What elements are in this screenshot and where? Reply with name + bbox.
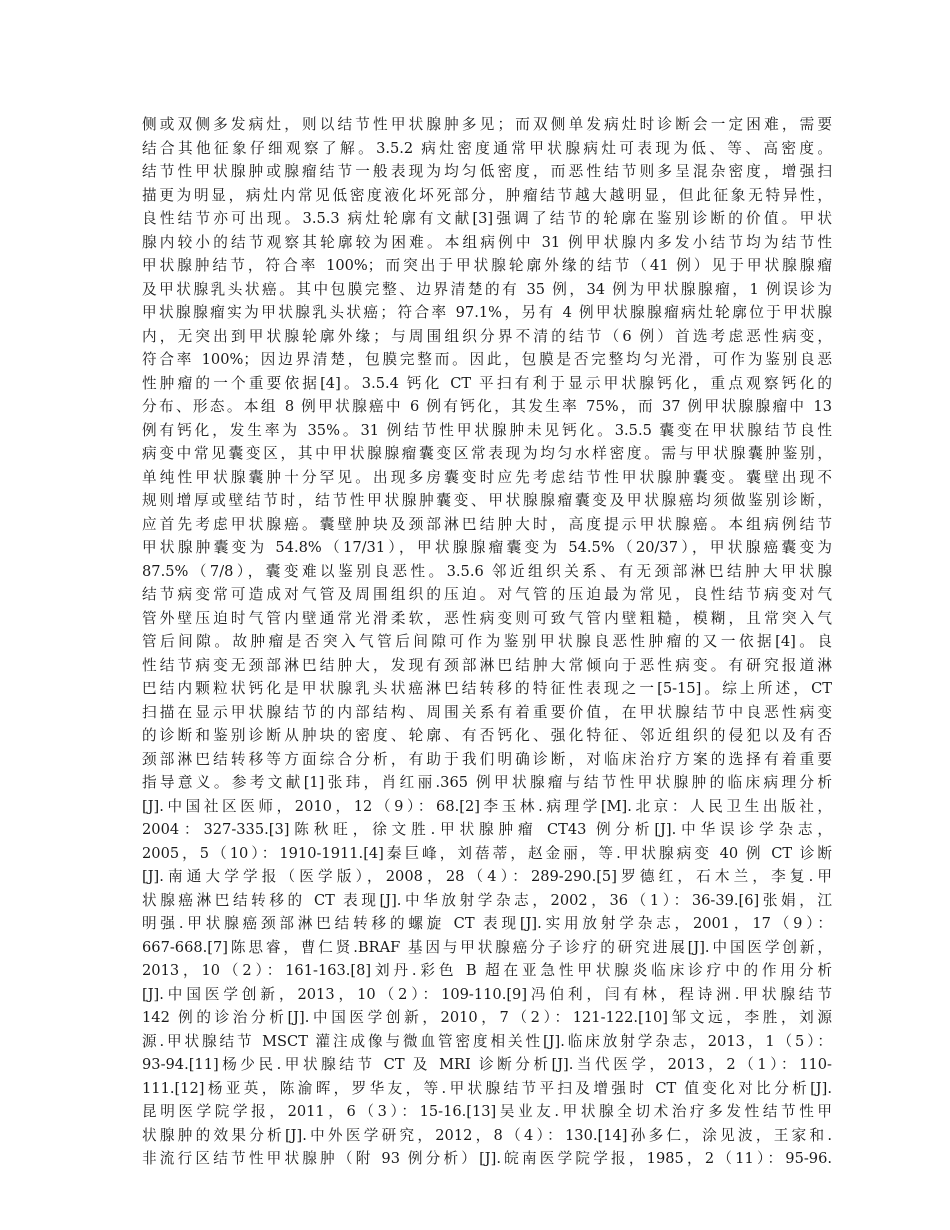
text-line: 描更为明显，病灶内常见低密度液化坏死部分，肿瘤结节越大越明显，但此征象无特异性， bbox=[142, 186, 832, 204]
text-line: 管后间隙。故肿瘤是否突入气管后间隙可作为鉴别甲状腺良恶性肿瘤的又一依据[4]。良 bbox=[142, 633, 832, 650]
text-line: 侧或双侧多发病灶，则以结节性甲状腺肿多见；而双侧单发病灶时诊断会一定困难，需要 bbox=[142, 116, 832, 133]
text-line: 甲状腺肿结节，符合率 100%；而突出于甲状腺轮廓外缘的结节（41 例）见于甲状腺腺瘤 bbox=[142, 257, 832, 274]
text-line: 内，无突出到甲状腺轮廓外缘；与周围组织分界不清的结节（6 例）首选考虑恶性病变， bbox=[142, 327, 832, 345]
text-line: 巴结内颗粒状钙化是甲状腺乳头状癌淋巴结转移的特征性表现之一[5-15]。综上所述，CT bbox=[142, 680, 832, 697]
text-line: 扫描在显示甲状腺结节的内部结构、周围关系有着重要价值，在甲状腺结节中良恶性病变 bbox=[142, 703, 832, 721]
text-line: 2013，10（2）：161-163.[8]刘丹.彩色 B 超在亚急性甲状腺炎临床诊疗中的作用分析 bbox=[142, 962, 832, 979]
text-line: 应首先考虑甲状腺癌。囊壁肿块及颈部淋巴结肿大时，高度提示甲状腺癌。本组病例结节 bbox=[142, 515, 832, 533]
text-line: 结合其他征象仔细观察了解。3.5.2 病灶密度通常甲状腺病灶可表现为低、等、高密度。 bbox=[142, 139, 832, 157]
text-line: 及甲状腺乳头状癌。其中包膜完整、边界清楚的有 35 例，34 例为甲状腺腺瘤，1 例误诊为 bbox=[142, 280, 832, 298]
body-text bbox=[142, 113, 832, 1171]
text-line: 状腺癌淋巴结转移的 CT 表现[J].中华放射学杂志，2002，36（1）：36-39.[6]张娟，江 bbox=[142, 891, 832, 909]
text-line: 病变中常见囊变区，其中甲状腺腺瘤囊变区常表现为均匀水样密度。需与甲状腺囊肿鉴别， bbox=[142, 445, 832, 462]
text-line: 结节病变常可造成对气管及周围组织的压迫。对气管的压迫最为常见，良性结节病变对气 bbox=[142, 586, 832, 603]
text-line: 明强.甲状腺癌颈部淋巴结转移的螺旋 CT 表现[J].实用放射学杂志，2001，17（9）： bbox=[142, 915, 832, 932]
text-line: 规则增厚或壁结节时，结节性甲状腺肿囊变、甲状腺腺瘤囊变及甲状腺癌均须做鉴别诊断， bbox=[142, 492, 832, 509]
text-line: 单纯性甲状腺囊肿十分罕见。出现多房囊变时应先考虑结节性甲状腺肿囊变。囊壁出现不 bbox=[142, 468, 832, 486]
text-line: 指导意义。参考文献[1]张玮，肖红丽.365 例甲状腺瘤与结节性甲状腺肿的临床病理分析 bbox=[142, 774, 832, 791]
text-line: 性肿瘤的一个重要依据[4]。3.5.4 钙化 CT 平扫有利于显示甲状腺钙化，重点观察钙化的 bbox=[142, 374, 832, 392]
text-line: 颈部淋巴结转移等方面综合分析，有助于我们明确诊断，对临床治疗方案的选择有着重要 bbox=[142, 750, 832, 768]
text-line: 87.5%（7/8），囊变难以鉴别良恶性。3.5.6 邻近组织关系、有无颈部淋巴结肿大甲状腺 bbox=[142, 562, 832, 580]
text-line: 例有钙化，发生率为 35%。31 例结节性甲状腺肿未见钙化。3.5.5 囊变在甲状腺结节良性 bbox=[142, 421, 832, 439]
text-line: 性结节病变无颈部淋巴结肿大，发现有颈部淋巴结肿大常倾向于恶性病变。有研究报道淋 bbox=[142, 656, 832, 674]
text-line: 的诊断和鉴别诊断从肿块的密度、轮廓、有否钙化、强化特征、邻近组织的侵犯以及有否 bbox=[142, 727, 832, 744]
text-line: 667-668.[7]陈思睿，曹仁贤.BRAF 基因与甲状腺癌分子诊疗的研究进展[J].中国医学创新， bbox=[142, 938, 832, 956]
text-line: [J].南通大学学报（医学版），2008，28（4）：289-290.[5]罗德红，石木兰，李复.甲 bbox=[142, 868, 832, 885]
text-line: 2004：327-335.[3]陈秋旺，徐文胜.甲状腺肿瘤 CT43 例分析[J].中华误诊学杂志， bbox=[142, 821, 832, 838]
text-line: 分布、形态。本组 8 例甲状腺癌中 6 例有钙化，其发生率 75%，而 37 例甲状腺腺瘤中 13 bbox=[142, 398, 832, 415]
text-line: 2005，5（10）：1910-1911.[4]秦巨峰，刘蓓蒂，赵金丽，等.甲状腺病变 40 例 CT 诊断 bbox=[142, 844, 832, 862]
text-line: 结节性甲状腺肿或腺瘤结节一般表现为均匀低密度，而恶性结节则多呈混杂密度，增强扫 bbox=[142, 163, 832, 180]
text-line: 源.甲状腺结节 MSCT 灌注成像与微血管密度相关性[J].临床放射学杂志，2013，1（5）： bbox=[142, 1032, 832, 1050]
text-line: 符合率 100%；因边界清楚，包膜完整而。因此，包膜是否完整均匀光滑，可作为鉴别良恶 bbox=[142, 351, 832, 368]
text-line: 111.[12]杨亚英，陈渝晖，罗华友，等.甲状腺结节平扫及增强时 CT 值变化对比分析[J]. bbox=[142, 1079, 832, 1097]
text-line: [J].中国医学创新，2013，10（2）：109-110.[9]冯伯利，闫有林，程诗洲.甲状腺结节 bbox=[142, 985, 832, 1003]
text-line: 昆明医学院学报，2011，6（3）：15-16.[13]吴业友.甲状腺全切术治疗多发性结节性甲 bbox=[142, 1103, 832, 1120]
text-line: 非流行区结节性甲状腺肿（附 93 例分析）[J].皖南医学院学报，1985，2（11）：95-96. bbox=[142, 1150, 832, 1167]
text-line: 管外壁压迫时气管内壁通常光滑柔软，恶性病变则可致气管内壁粗糙，模糊，且常突入气 bbox=[142, 609, 832, 627]
text-line: 93-94.[11]杨少民.甲状腺结节 CT 及 MRI 诊断分析[J].当代医学，2013，2（1）：110- bbox=[142, 1056, 832, 1073]
text-line: 甲状腺腺瘤实为甲状腺乳头状癌；符合率 97.1%，另有 4 例甲状腺腺瘤病灶轮廓位于甲状腺 bbox=[142, 304, 832, 321]
text-line: [J].中国社区医师，2010，12（9）：68.[2]李玉林.病理学[M].北京：人民卫生出版社， bbox=[142, 797, 832, 815]
text-line: 良性结节亦可出现。3.5.3 病灶轮廓有文献[3]强调了结节的轮廓在鉴别诊断的价值。甲状 bbox=[142, 210, 832, 227]
text-line: 甲状腺肿囊变为 54.8%（17/31），甲状腺腺瘤囊变为 54.5%（20/37），甲状腺癌囊变为 bbox=[142, 539, 832, 556]
text-line: 状腺肿的效果分析[J].中外医学研究，2012，8（4）：130.[14]孙多仁，涂见波，王家和. bbox=[142, 1126, 832, 1144]
text-line: 142 例的诊治分析[J].中国医学创新，2010，7（2）：121-122.[10]邹文远，李胜，刘源 bbox=[142, 1009, 832, 1026]
text-line: 腺内较小的结节观察其轮廓较为困难。本组病例中 31 例甲状腺内多发小结节均为结节性 bbox=[142, 233, 832, 251]
